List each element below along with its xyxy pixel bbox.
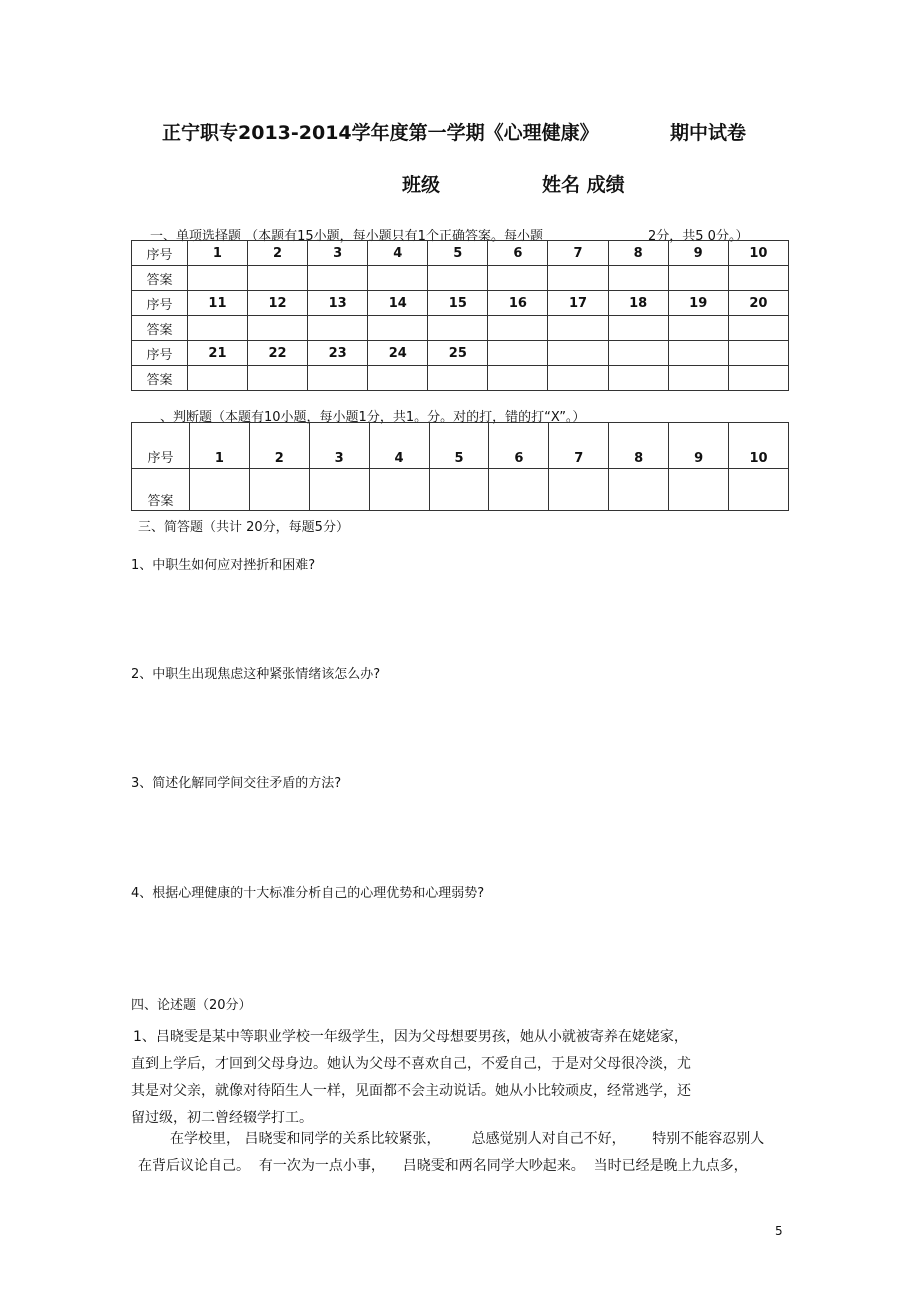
- choice-answer-cell[interactable]: [668, 366, 728, 391]
- choice-answer-label: 答案: [132, 366, 188, 391]
- choice-number-cell: [608, 341, 668, 366]
- choice-number-cell: 21: [187, 341, 247, 366]
- exam-title: 正宁职专2013-2014学年度第一学期《心理健康》: [162, 122, 599, 144]
- tf-number-cell: 10: [729, 423, 789, 469]
- choice-number-cell: 16: [488, 291, 548, 316]
- page-number: 5: [775, 1224, 783, 1238]
- choice-answer-cell[interactable]: [428, 316, 488, 341]
- choice-answer-label: 答案: [132, 316, 188, 341]
- choice-number-cell: 10: [728, 241, 788, 266]
- choice-number-cell: 25: [428, 341, 488, 366]
- tf-number-cell: 7: [549, 423, 609, 469]
- essay-line: 在背后议论自己。 有一次为一点小事， 吕晓雯和两名同学大吵起来。 当时已经是晚上九点多，: [138, 1158, 748, 1174]
- choice-answer-cell[interactable]: [488, 366, 548, 391]
- choice-answer-cell[interactable]: [308, 316, 368, 341]
- choice-answer-cell[interactable]: [548, 266, 608, 291]
- choice-number-label: 序号: [132, 241, 188, 266]
- section3-heading: 三、简答题（共计 20分，每题5分）: [138, 520, 349, 535]
- essay-line: 1、吕晓雯是某中等职业学校一年级学生，因为父母想要男孩，她从小就被寄养在姥姥家，: [133, 1029, 688, 1045]
- choice-number-cell: 14: [368, 291, 428, 316]
- tf-answer-cell[interactable]: [249, 469, 309, 511]
- tf-number-cell: 6: [489, 423, 549, 469]
- choice-number-cell: 7: [548, 241, 608, 266]
- tf-number-cell: 1: [189, 423, 249, 469]
- choice-answer-cell[interactable]: [248, 266, 308, 291]
- tf-answer-cell[interactable]: [369, 469, 429, 511]
- choice-answer-cell[interactable]: [728, 366, 788, 391]
- choice-answer-cell[interactable]: [728, 266, 788, 291]
- choice-number-cell: 3: [308, 241, 368, 266]
- tf-number-cell: 3: [309, 423, 369, 469]
- tf-answer-cell[interactable]: [729, 469, 789, 511]
- choice-answer-cell[interactable]: [608, 266, 668, 291]
- choice-answer-cell[interactable]: [608, 366, 668, 391]
- tf-number-cell: 5: [429, 423, 489, 469]
- choice-number-cell: 13: [308, 291, 368, 316]
- choice-number-cell: [488, 341, 548, 366]
- tf-answer-cell[interactable]: [309, 469, 369, 511]
- choice-number-cell: 4: [368, 241, 428, 266]
- choice-answer-cell[interactable]: [308, 366, 368, 391]
- choice-number-cell: 2: [248, 241, 308, 266]
- choice-answer-cell[interactable]: [428, 266, 488, 291]
- choice-answer-cell[interactable]: [668, 316, 728, 341]
- choice-number-cell: 15: [428, 291, 488, 316]
- choice-answer-cell[interactable]: [668, 266, 728, 291]
- choice-number-cell: 24: [368, 341, 428, 366]
- choice-answer-cell[interactable]: [248, 366, 308, 391]
- choice-answer-cell[interactable]: [368, 316, 428, 341]
- choice-answer-cell[interactable]: [488, 316, 548, 341]
- choice-answer-cell[interactable]: [187, 266, 247, 291]
- choice-answer-cell[interactable]: [248, 316, 308, 341]
- choice-answer-table: [131, 240, 789, 391]
- tf-number-cell: 2: [249, 423, 309, 469]
- choice-number-cell: [728, 341, 788, 366]
- choice-answer-cell[interactable]: [428, 366, 488, 391]
- true-false-answer-table: [131, 422, 789, 511]
- essay-line: 直到上学后，才回到父母身边。她认为父母不喜欢自己，不爱自己，于是对父母很冷淡，尤: [131, 1056, 691, 1072]
- choice-number-cell: 19: [668, 291, 728, 316]
- choice-number-label: 序号: [132, 341, 188, 366]
- choice-number-label: 序号: [132, 291, 188, 316]
- tf-answer-cell[interactable]: [609, 469, 669, 511]
- choice-answer-cell[interactable]: [488, 266, 548, 291]
- tf-answer-cell[interactable]: [429, 469, 489, 511]
- choice-number-cell: 22: [248, 341, 308, 366]
- tf-answer-cell[interactable]: [489, 469, 549, 511]
- class-label: 班级: [402, 174, 441, 196]
- tf-number-cell: 8: [609, 423, 669, 469]
- choice-answer-cell[interactable]: [548, 366, 608, 391]
- section2-heading: 、判断题（本题有10小题，每小题1分，共1。分。对的打，错的打“X”。）: [160, 410, 586, 425]
- choice-number-cell: 11: [187, 291, 247, 316]
- section4-heading: 四、论述题（20分）: [131, 998, 252, 1013]
- tf-answer-cell[interactable]: [669, 469, 729, 511]
- choice-answer-cell[interactable]: [608, 316, 668, 341]
- short-question-4: 4、根据心理健康的十大标准分析自己的心理优势和心理弱势?: [131, 886, 485, 901]
- tf-number-label: 序号: [132, 423, 190, 469]
- tf-answer-cell[interactable]: [549, 469, 609, 511]
- tf-answer-cell[interactable]: [189, 469, 249, 511]
- choice-number-cell: 8: [608, 241, 668, 266]
- short-question-3: 3、简述化解同学间交往矛盾的方法?: [131, 776, 342, 791]
- choice-answer-label: 答案: [132, 266, 188, 291]
- choice-answer-cell[interactable]: [187, 316, 247, 341]
- choice-answer-cell[interactable]: [187, 366, 247, 391]
- choice-number-cell: [668, 341, 728, 366]
- tf-number-cell: 9: [669, 423, 729, 469]
- choice-number-cell: [548, 341, 608, 366]
- choice-number-cell: 5: [428, 241, 488, 266]
- section1-heading: 一、单项选择题 （本题有15小题，每小题只有1个正确答案。每小题: [150, 229, 543, 244]
- essay-line: 在学校里， 吕晓雯和同学的关系比较紧张， 总感觉别人对自己不好， 特别不能容忍别人: [170, 1131, 765, 1147]
- choice-number-cell: 23: [308, 341, 368, 366]
- choice-answer-cell[interactable]: [548, 316, 608, 341]
- essay-line: 其是对父亲，就像对待陌生人一样，见面都不会主动说话。她从小比较顽皮，经常逃学，还: [131, 1083, 691, 1099]
- section1-heading-tail: 2分，共5 0分。）: [648, 229, 749, 244]
- choice-answer-cell[interactable]: [308, 266, 368, 291]
- choice-number-cell: 6: [488, 241, 548, 266]
- tf-answer-label: 答案: [132, 469, 190, 511]
- choice-number-cell: 12: [248, 291, 308, 316]
- choice-answer-cell[interactable]: [368, 366, 428, 391]
- short-question-1: 1、中职生如何应对挫折和困难?: [131, 558, 316, 573]
- name-score-label: 姓名 成绩: [542, 174, 625, 196]
- choice-number-cell: 1: [187, 241, 247, 266]
- choice-answer-cell[interactable]: [368, 266, 428, 291]
- tf-number-cell: 4: [369, 423, 429, 469]
- choice-number-cell: 9: [668, 241, 728, 266]
- choice-number-cell: 17: [548, 291, 608, 316]
- exam-title-suffix: 期中试卷: [670, 122, 747, 144]
- choice-number-cell: 18: [608, 291, 668, 316]
- choice-answer-cell[interactable]: [728, 316, 788, 341]
- choice-number-cell: 20: [728, 291, 788, 316]
- essay-line: 留过级，初二曾经辍学打工。: [131, 1110, 313, 1126]
- short-question-2: 2、中职生出现焦虑这种紧张情绪该怎么办?: [131, 667, 381, 682]
